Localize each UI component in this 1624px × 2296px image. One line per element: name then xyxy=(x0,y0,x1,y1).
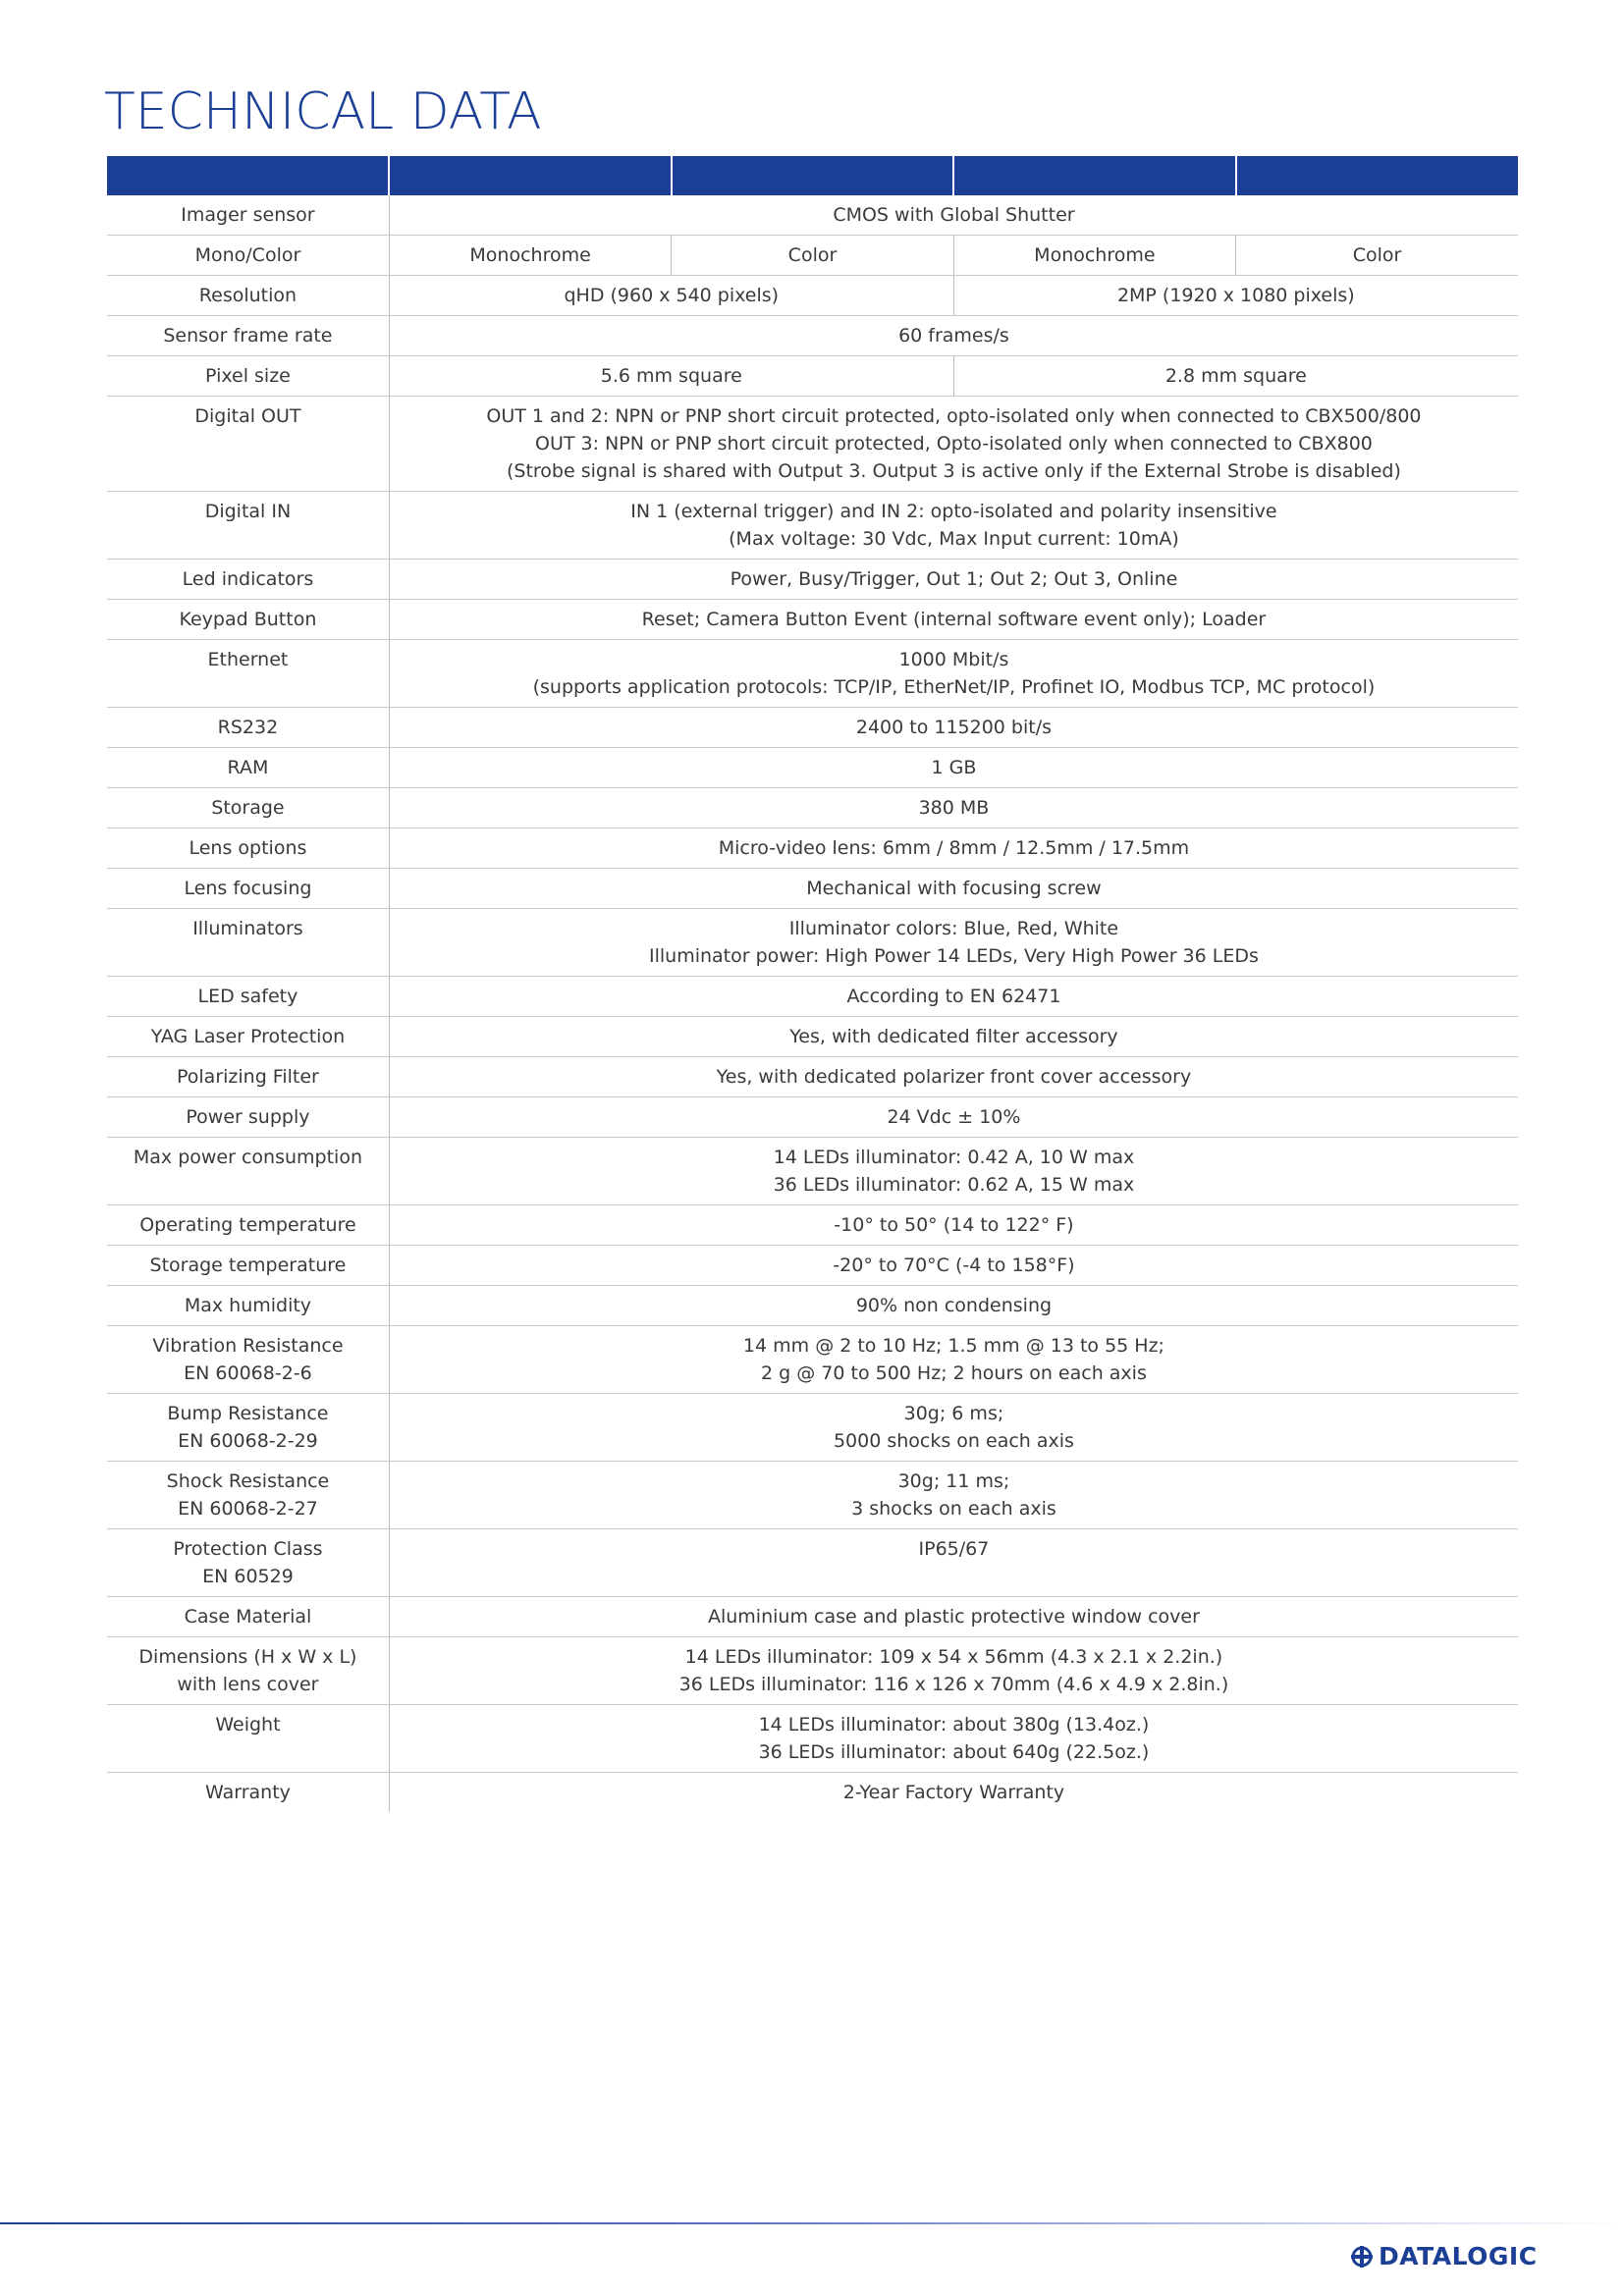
row-label-line: Shock Resistance xyxy=(166,1470,330,1492)
header-cell xyxy=(953,156,1235,195)
row-label xyxy=(107,1205,389,1246)
row-value-line: Color xyxy=(787,244,838,266)
table-row xyxy=(107,1286,1518,1326)
row-label xyxy=(107,397,389,492)
row-value-line: 24 Vdc ± 10% xyxy=(887,1106,1021,1128)
row-value-line: 36 LEDs illuminator: about 640g (22.5oz.) xyxy=(758,1741,1150,1763)
row-label xyxy=(107,316,389,356)
row-value-line: 90% non condensing xyxy=(855,1295,1053,1316)
row-value-line: 14 mm @ 2 to 10 Hz; 1.5 mm @ 13 to 55 Hz; xyxy=(742,1335,1164,1357)
row-label-line: Imager sensor xyxy=(181,204,315,226)
row-value xyxy=(389,708,1518,748)
row-value xyxy=(953,236,1235,276)
row-value-line: 5.6 mm square xyxy=(600,365,742,387)
row-label xyxy=(107,356,389,397)
row-value-line: qHD (960 x 540 pixels) xyxy=(564,285,780,306)
row-label-line: Power supply xyxy=(186,1106,310,1128)
row-label xyxy=(107,492,389,560)
row-value-line: 5000 shocks on each axis xyxy=(833,1430,1074,1452)
row-value xyxy=(389,1097,1518,1138)
row-label-line: Keypad Button xyxy=(179,609,317,630)
table-row xyxy=(107,1097,1518,1138)
row-value-line: 30g; 6 ms; xyxy=(903,1403,1004,1424)
row-label xyxy=(107,560,389,600)
row-value xyxy=(389,276,953,316)
row-label xyxy=(107,1017,389,1057)
row-label xyxy=(107,1246,389,1286)
row-label-line: EN 60068-2-29 xyxy=(178,1430,318,1452)
header-cell xyxy=(389,156,671,195)
row-label xyxy=(107,1394,389,1462)
row-label-line: Lens options xyxy=(189,837,307,859)
row-value xyxy=(389,788,1518,828)
row-label xyxy=(107,640,389,708)
row-value xyxy=(389,1017,1518,1057)
row-value-line: OUT 1 and 2: NPN or PNP short circuit protected, opto-isolated only when connected to CBX500/800 xyxy=(486,405,1422,427)
table-row xyxy=(107,1326,1518,1394)
datalogic-cross-icon xyxy=(1351,2246,1373,2268)
row-label-line: Digital IN xyxy=(204,501,292,522)
table-row xyxy=(107,492,1518,560)
row-label-line: Polarizing Filter xyxy=(177,1066,319,1088)
table-row xyxy=(107,1773,1518,1813)
row-value xyxy=(389,828,1518,869)
row-value-line: Mechanical with focusing screw xyxy=(806,878,1102,899)
row-value xyxy=(389,1326,1518,1394)
row-label xyxy=(107,869,389,909)
row-value-line: OUT 3: NPN or PNP short circuit protected, Opto-isolated only when connected to CBX800 xyxy=(535,433,1373,454)
row-value xyxy=(389,1138,1518,1205)
table-row xyxy=(107,1529,1518,1597)
table-row xyxy=(107,788,1518,828)
row-value xyxy=(389,600,1518,640)
row-label xyxy=(107,1637,389,1705)
table-row xyxy=(107,1705,1518,1773)
row-value-line: IN 1 (external trigger) and IN 2: opto-isolated and polarity insensitive xyxy=(630,501,1277,522)
row-value xyxy=(389,1597,1518,1637)
table-row xyxy=(107,1637,1518,1705)
row-value xyxy=(389,492,1518,560)
row-value-line: 2.8 mm square xyxy=(1164,365,1307,387)
row-value-line: According to EN 62471 xyxy=(846,986,1061,1007)
row-label-line: EN 60529 xyxy=(202,1566,294,1587)
table-row xyxy=(107,1462,1518,1529)
header-cell xyxy=(672,156,953,195)
table-body xyxy=(107,195,1518,1812)
row-value xyxy=(389,640,1518,708)
row-value-line: 36 LEDs illuminator: 116 x 126 x 70mm (4.6 x 4.9 x 2.8in.) xyxy=(678,1674,1229,1695)
row-label-line: Lens focusing xyxy=(184,878,312,899)
row-value xyxy=(389,748,1518,788)
row-label xyxy=(107,1597,389,1637)
row-value-line: 14 LEDs illuminator: 0.42 A, 10 W max xyxy=(773,1147,1135,1168)
row-label-line: EN 60068-2-6 xyxy=(184,1362,312,1384)
row-label-line: Ethernet xyxy=(207,649,289,670)
row-value-line: 2-Year Factory Warranty xyxy=(842,1782,1065,1803)
row-value-line: 14 LEDs illuminator: about 380g (13.4oz.) xyxy=(758,1714,1150,1735)
table-row xyxy=(107,1205,1518,1246)
row-value xyxy=(389,1057,1518,1097)
row-label-line: Storage xyxy=(211,797,285,819)
row-value-line: 14 LEDs illuminator: 109 x 54 x 56mm (4.3 x 2.1 x 2.2in.) xyxy=(684,1646,1223,1668)
row-value-line: Illuminator power: High Power 14 LEDs, Very High Power 36 LEDs xyxy=(649,945,1259,967)
row-label xyxy=(107,195,389,236)
row-label xyxy=(107,1705,389,1773)
row-label xyxy=(107,1057,389,1097)
row-value xyxy=(389,1286,1518,1326)
row-label-line: Protection Class xyxy=(173,1538,323,1560)
row-value xyxy=(672,236,953,276)
row-value xyxy=(389,560,1518,600)
row-value-line: Yes, with dedicated filter accessory xyxy=(789,1026,1118,1047)
row-label xyxy=(107,1286,389,1326)
table-row xyxy=(107,1246,1518,1286)
row-value xyxy=(389,1637,1518,1705)
table-row xyxy=(107,1138,1518,1205)
row-label xyxy=(107,788,389,828)
row-value-line: 3 shocks on each axis xyxy=(851,1498,1056,1520)
row-value-line: (Max voltage: 30 Vdc, Max Input current: 10mA) xyxy=(729,528,1179,550)
row-value xyxy=(389,397,1518,492)
row-label xyxy=(107,1773,389,1813)
row-value-line: Aluminium case and plastic protective window cover xyxy=(707,1606,1200,1628)
table-row xyxy=(107,640,1518,708)
row-label-line: Bump Resistance xyxy=(167,1403,329,1424)
table-row xyxy=(107,869,1518,909)
table-row xyxy=(107,600,1518,640)
row-value xyxy=(953,276,1518,316)
table-row xyxy=(107,748,1518,788)
row-value-line: 36 LEDs illuminator: 0.62 A, 15 W max xyxy=(773,1174,1135,1196)
row-label-line: LED safety xyxy=(197,986,298,1007)
row-value-line: CMOS with Global Shutter xyxy=(833,204,1075,226)
row-value xyxy=(389,1773,1518,1813)
row-label-line: Mono/Color xyxy=(194,244,301,266)
row-label xyxy=(107,1529,389,1597)
datalogic-logo xyxy=(1351,2242,1538,2270)
row-value-line: Color xyxy=(1352,244,1402,266)
row-label-line: Max humidity xyxy=(184,1295,312,1316)
row-label-line: YAG Laser Protection xyxy=(150,1026,346,1047)
table-row xyxy=(107,1057,1518,1097)
table-row xyxy=(107,236,1518,276)
table-row xyxy=(107,828,1518,869)
row-value-line: 30g; 11 ms; xyxy=(897,1470,1010,1492)
row-label xyxy=(107,276,389,316)
row-label-line: Storage temperature xyxy=(149,1255,347,1276)
row-value xyxy=(389,869,1518,909)
row-value xyxy=(389,1529,1518,1597)
row-label xyxy=(107,600,389,640)
row-label xyxy=(107,236,389,276)
page-title: TECHNICAL DATA xyxy=(104,82,542,141)
row-value xyxy=(389,316,1518,356)
row-label-line: Case Material xyxy=(184,1606,312,1628)
row-value-line: Reset; Camera Button Event (internal software event only); Loader xyxy=(641,609,1267,630)
row-label xyxy=(107,977,389,1017)
table-row xyxy=(107,316,1518,356)
table-row xyxy=(107,195,1518,236)
row-value xyxy=(389,195,1518,236)
row-label-line: Pixel size xyxy=(205,365,291,387)
row-label-line: Led indicators xyxy=(182,568,314,590)
row-label-line: RS232 xyxy=(217,717,279,738)
row-value xyxy=(389,909,1518,977)
row-label-line: Dimensions (H x W x L) xyxy=(138,1646,357,1668)
row-value xyxy=(389,1705,1518,1773)
row-value-line: 2MP (1920 x 1080 pixels) xyxy=(1116,285,1355,306)
row-value xyxy=(389,1205,1518,1246)
row-label-line: Warranty xyxy=(205,1782,291,1803)
table-row xyxy=(107,708,1518,748)
row-label xyxy=(107,748,389,788)
row-value-line: Monochrome xyxy=(1034,244,1156,266)
row-value xyxy=(389,236,671,276)
technical-data-table xyxy=(107,156,1518,1812)
row-label-line: Weight xyxy=(215,1714,281,1735)
row-label-line: EN 60068-2-27 xyxy=(178,1498,318,1520)
header-cell xyxy=(107,156,389,195)
row-label-line: with lens cover xyxy=(177,1674,319,1695)
row-value xyxy=(389,1462,1518,1529)
row-value-line: Micro-video lens: 6mm / 8mm / 12.5mm / 17.5mm xyxy=(718,837,1190,859)
row-value-line: Monochrome xyxy=(469,244,591,266)
row-value-line: -10° to 50° (14 to 122° F) xyxy=(834,1214,1074,1236)
row-label-line: Digital OUT xyxy=(194,405,301,427)
logo-text: DATALOGIC xyxy=(1379,2242,1538,2270)
row-label-line: Max power consumption xyxy=(133,1147,362,1168)
row-value-line: Power, Busy/Trigger, Out 1; Out 2; Out 3, Online xyxy=(730,568,1178,590)
row-value-line: IP65/67 xyxy=(918,1538,990,1560)
table-row xyxy=(107,397,1518,492)
row-value-line: Illuminator colors: Blue, Red, White xyxy=(788,918,1119,939)
row-value-line: 1000 Mbit/s xyxy=(898,649,1009,670)
table-row xyxy=(107,276,1518,316)
row-value-line: 1 GB xyxy=(931,757,977,778)
row-label-line: Sensor frame rate xyxy=(163,325,333,347)
row-value-line: (Strobe signal is shared with Output 3. Output 3 is active only if the External Strobe is disabled) xyxy=(506,460,1401,482)
row-label-line: Resolution xyxy=(198,285,298,306)
row-value-line: -20° to 70°C (-4 to 158°F) xyxy=(833,1255,1075,1276)
row-value-line: 380 MB xyxy=(918,797,990,819)
table-row xyxy=(107,1394,1518,1462)
row-label xyxy=(107,909,389,977)
row-value-line: 2400 to 115200 bit/s xyxy=(855,717,1053,738)
row-label xyxy=(107,1326,389,1394)
row-value xyxy=(389,356,953,397)
row-label-line: Illuminators xyxy=(192,918,303,939)
table-row xyxy=(107,1597,1518,1637)
row-value xyxy=(389,1394,1518,1462)
row-label xyxy=(107,1097,389,1138)
table-row xyxy=(107,977,1518,1017)
row-label xyxy=(107,828,389,869)
table-row xyxy=(107,909,1518,977)
row-label xyxy=(107,1462,389,1529)
table-row xyxy=(107,1017,1518,1057)
row-label xyxy=(107,1138,389,1205)
footer-divider xyxy=(0,2222,1624,2224)
row-label-line: RAM xyxy=(227,757,269,778)
table-row xyxy=(107,356,1518,397)
row-label-line: Operating temperature xyxy=(139,1214,356,1236)
row-value xyxy=(389,977,1518,1017)
row-value-line: 2 g @ 70 to 500 Hz; 2 hours on each axis xyxy=(761,1362,1147,1384)
row-value xyxy=(953,356,1518,397)
row-value xyxy=(389,1246,1518,1286)
row-value-line: 60 frames/s xyxy=(898,325,1009,347)
header-cell xyxy=(1236,156,1518,195)
row-label-line: Vibration Resistance xyxy=(152,1335,344,1357)
row-value-line: (supports application protocols: TCP/IP, EtherNet/IP, Profinet IO, Modbus TCP, MC protocol) xyxy=(532,676,1376,698)
table-header-bar xyxy=(107,156,1518,195)
table-row xyxy=(107,560,1518,600)
row-label xyxy=(107,708,389,748)
row-value-line: Yes, with dedicated polarizer front cover accessory xyxy=(716,1066,1192,1088)
row-value xyxy=(1236,236,1518,276)
